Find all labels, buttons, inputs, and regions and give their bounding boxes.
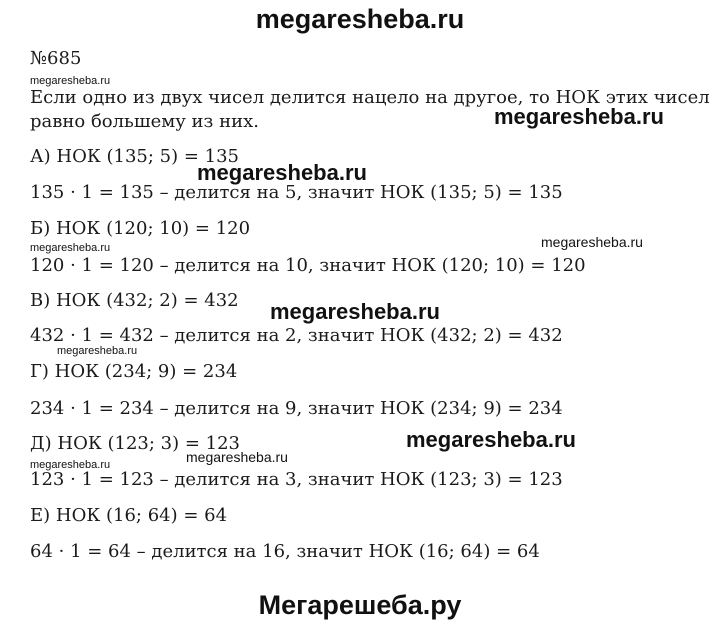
item-v-heading: В) НОК (432; 2) = 432: [30, 290, 239, 311]
watermark: megaresheba.ru: [541, 234, 643, 250]
task-intro-line-1: Если одно из двух чисел делится нацело на другое, то НОК этих чисел: [30, 87, 710, 108]
watermark: megaresheba.ru: [197, 160, 367, 185]
watermark: megaresheba.ru: [406, 427, 576, 452]
site-header-title: megaresheba.ru: [255, 4, 465, 34]
item-b-explanation: 120 · 1 = 120 – делится на 10, значит НОК (120; 10) = 120: [30, 255, 586, 276]
item-e-heading: Е) НОК (16; 64) = 64: [30, 505, 228, 526]
item-e-explanation: 64 · 1 = 64 – делится на 16, значит НОК (16; 64) = 64: [30, 541, 540, 562]
item-d-heading: Д) НОК (123; 3) = 123: [30, 433, 241, 454]
item-d-explanation: 123 · 1 = 123 – делится на 3, значит НОК (123; 3) = 123: [30, 469, 563, 490]
watermark: megaresheba.ru: [57, 345, 138, 357]
task-number: №685: [30, 48, 82, 69]
watermark: megaresheba.ru: [30, 75, 111, 87]
watermark: megaresheba.ru: [30, 242, 111, 254]
item-v-explanation: 432 · 1 = 432 – делится на 2, значит НОК (432; 2) = 432: [30, 325, 563, 346]
item-a-heading: А) НОК (135; 5) = 135: [30, 146, 240, 167]
item-b-heading: Б) НОК (120; 10) = 120: [30, 218, 251, 239]
watermark: megaresheba.ru: [494, 104, 664, 129]
watermark: megaresheba.ru: [30, 459, 111, 471]
site-footer-title: Мегарешеба.ру: [258, 590, 462, 620]
item-g-explanation: 234 · 1 = 234 – делится на 9, значит НОК (234; 9) = 234: [30, 398, 563, 419]
watermark: megaresheba.ru: [270, 299, 440, 324]
task-intro-line-2: равно большему из них.: [30, 111, 259, 132]
item-a-explanation: 135 · 1 = 135 – делится на 5, значит НОК (135; 5) = 135: [30, 182, 563, 203]
item-g-heading: Г) НОК (234; 9) = 234: [30, 361, 238, 382]
watermark: megaresheba.ru: [186, 449, 288, 465]
